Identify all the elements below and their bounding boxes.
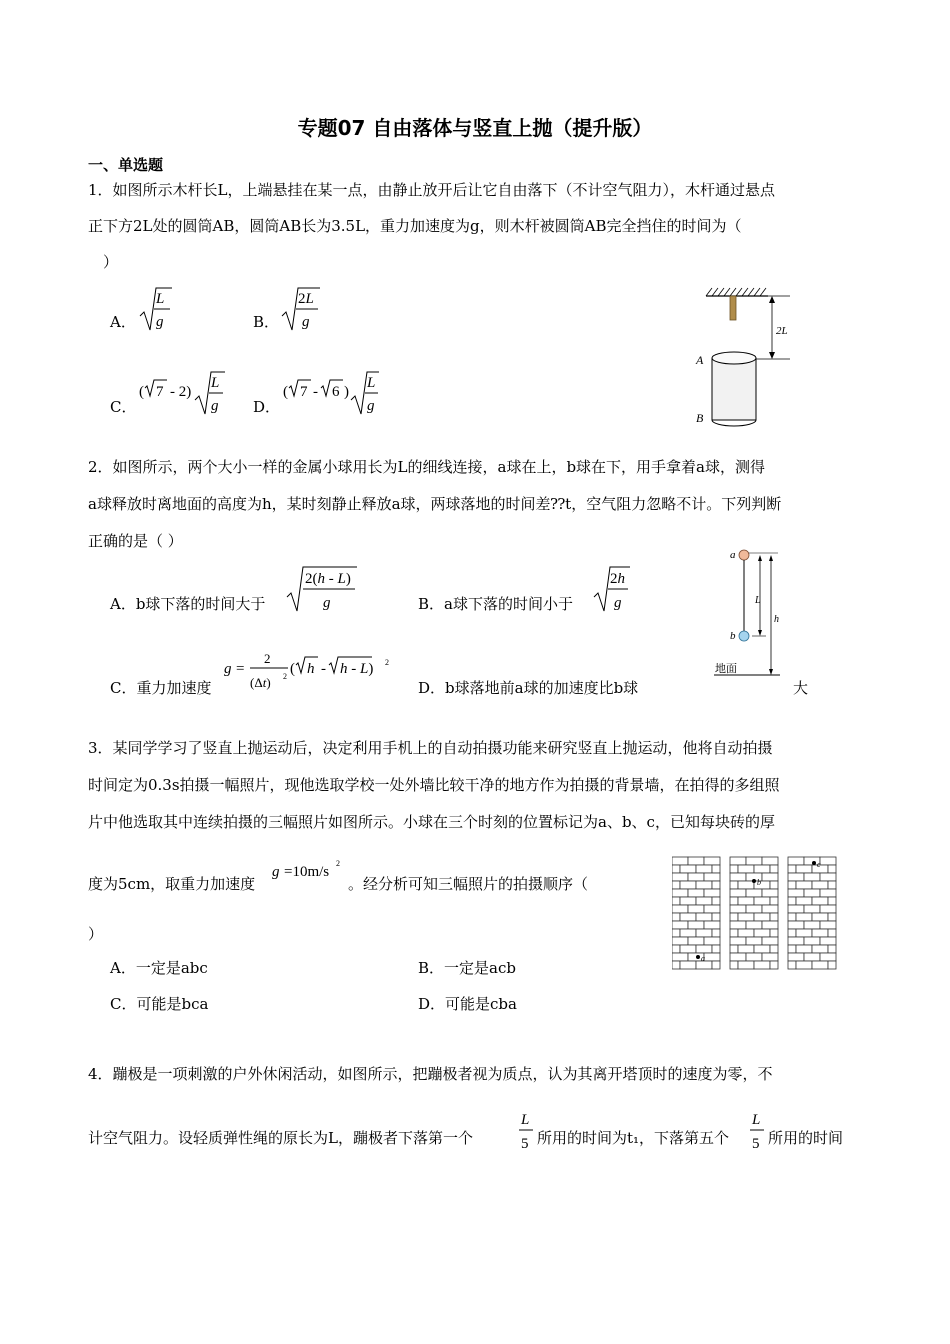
svg-text:L: L bbox=[521, 1112, 530, 1128]
brick bbox=[820, 889, 836, 897]
svg-text:2: 2 bbox=[283, 672, 287, 681]
brick bbox=[754, 897, 770, 905]
q3-option-c[interactable]: C．可能是bca bbox=[110, 995, 209, 1013]
brick bbox=[730, 929, 738, 937]
brick-wall bbox=[730, 857, 778, 969]
brick bbox=[672, 857, 688, 865]
brick bbox=[730, 857, 746, 865]
q3-option-b[interactable]: B．一定是acb bbox=[418, 959, 516, 977]
brick bbox=[804, 889, 820, 897]
q2-figure bbox=[712, 545, 792, 680]
q1-figure-B-label: B bbox=[696, 411, 704, 425]
brick bbox=[762, 873, 778, 881]
q2-line1: 2．如图所示，两个大小一样的金属小球用长为L的细线连接，a球在上，b球在下，用手拿着a球，测得 bbox=[88, 458, 765, 476]
brick bbox=[796, 913, 812, 921]
svg-text:g: g bbox=[156, 314, 164, 330]
svg-text:-: - bbox=[313, 384, 318, 400]
brick bbox=[796, 929, 812, 937]
brick bbox=[704, 857, 720, 865]
q3-gravity-formula bbox=[270, 856, 350, 884]
q1-option-c[interactable]: C． bbox=[110, 398, 137, 416]
brick bbox=[672, 897, 680, 905]
q1-line3: ） bbox=[103, 253, 119, 271]
brick bbox=[746, 905, 762, 913]
svg-text:L: L bbox=[211, 375, 220, 391]
brick bbox=[672, 945, 680, 953]
brick bbox=[828, 865, 836, 873]
q4-line2a: 计空气阻力。设轻质弹性绳的原长为L，蹦极者下落第一个 bbox=[88, 1129, 473, 1147]
brick bbox=[770, 881, 778, 889]
q3-figure-c-label: c bbox=[817, 860, 821, 869]
brick bbox=[696, 913, 712, 921]
q1-figure-A-label: A bbox=[696, 353, 704, 367]
brick bbox=[738, 881, 754, 889]
brick bbox=[796, 881, 812, 889]
brick bbox=[672, 921, 688, 929]
brick bbox=[672, 889, 688, 897]
brick bbox=[762, 953, 778, 961]
q1-option-d-formula bbox=[281, 370, 381, 418]
page-title: 专题07 自由落体与竖直上抛（提升版） bbox=[297, 116, 653, 140]
brick bbox=[696, 881, 712, 889]
q1-option-d[interactable]: D． bbox=[253, 398, 281, 416]
brick bbox=[730, 921, 746, 929]
brick bbox=[730, 897, 738, 905]
q1-option-a[interactable]: A． bbox=[110, 313, 136, 331]
section-heading: 一、单选题 bbox=[88, 156, 164, 174]
brick bbox=[704, 889, 720, 897]
brick bbox=[696, 865, 712, 873]
brick bbox=[704, 905, 720, 913]
q3-option-a[interactable]: A．一定是abc bbox=[110, 959, 208, 977]
q3-line1: 3．某同学学习了竖直上抛运动后，决定利用手机上的自动拍摄功能来研究竖直上抛运动，他将自动拍摄 bbox=[88, 739, 773, 757]
brick bbox=[688, 889, 704, 897]
brick bbox=[820, 905, 836, 913]
brick bbox=[828, 961, 836, 969]
brick bbox=[672, 913, 680, 921]
svg-text:2: 2 bbox=[264, 651, 271, 666]
q3-line5: ） bbox=[88, 925, 104, 943]
brick bbox=[730, 873, 746, 881]
q1-figure-2L-label: 2L bbox=[776, 325, 788, 337]
brick bbox=[730, 961, 738, 969]
svg-text:h: h bbox=[307, 661, 315, 677]
brick bbox=[680, 961, 696, 969]
q3-line3: 片中他选取其中连续拍摄的三幅照片如图所示。小球在三个时刻的位置标记为a、b、c，已知每块砖的厚 bbox=[88, 813, 775, 831]
brick-wall bbox=[788, 857, 836, 969]
brick bbox=[730, 881, 738, 889]
brick bbox=[712, 913, 720, 921]
svg-text:g: g bbox=[323, 595, 331, 611]
brick bbox=[754, 929, 770, 937]
brick bbox=[704, 953, 720, 961]
brick bbox=[770, 913, 778, 921]
brick bbox=[712, 865, 720, 873]
brick bbox=[828, 881, 836, 889]
brick bbox=[680, 913, 696, 921]
brick bbox=[672, 865, 680, 873]
svg-text:=10m/s: =10m/s bbox=[284, 864, 330, 880]
brick bbox=[812, 881, 828, 889]
brick bbox=[712, 945, 720, 953]
brick bbox=[788, 921, 804, 929]
q2-option-c[interactable]: C．重力加速度 bbox=[110, 679, 212, 697]
svg-text:h - L): h - L) bbox=[340, 661, 374, 677]
brick bbox=[688, 905, 704, 913]
svg-text:2(h - L): 2(h - L) bbox=[305, 571, 351, 587]
brick bbox=[788, 857, 804, 865]
svg-text:): ) bbox=[344, 384, 349, 400]
brick bbox=[704, 873, 720, 881]
brick bbox=[828, 945, 836, 953]
brick bbox=[788, 873, 804, 881]
svg-text:(: ( bbox=[139, 384, 144, 400]
brick bbox=[688, 921, 704, 929]
svg-text:-: - bbox=[321, 661, 326, 677]
svg-text:L: L bbox=[156, 291, 165, 307]
brick bbox=[770, 961, 778, 969]
brick bbox=[688, 857, 704, 865]
ball-dot bbox=[752, 879, 756, 883]
q2-option-d-tail: 大 bbox=[793, 679, 809, 697]
brick bbox=[754, 961, 770, 969]
brick bbox=[812, 913, 828, 921]
brick bbox=[704, 921, 720, 929]
brick bbox=[672, 953, 688, 961]
brick bbox=[688, 873, 704, 881]
q3-line4a: 度为5cm，取重力加速度 bbox=[88, 875, 256, 893]
q3-option-d[interactable]: D．可能是cba bbox=[418, 995, 517, 1013]
svg-text:7: 7 bbox=[156, 384, 164, 400]
q1-option-b-formula bbox=[280, 286, 322, 334]
svg-text:2: 2 bbox=[336, 859, 340, 868]
brick bbox=[804, 953, 820, 961]
q1-option-b[interactable]: B． bbox=[253, 313, 280, 331]
brick bbox=[704, 937, 720, 945]
svg-text:g: g bbox=[614, 595, 622, 611]
brick bbox=[788, 945, 796, 953]
brick bbox=[680, 881, 696, 889]
q1-line2: 正下方2L处的圆筒AB，圆筒AB长为3.5L，重力加速度为g，则木杆被圆筒AB完全挡住的时间为（ bbox=[88, 217, 742, 235]
brick bbox=[672, 929, 680, 937]
brick bbox=[796, 961, 812, 969]
q4-line2b: 所用的时间为t₁，下落第五个 bbox=[537, 1129, 730, 1147]
q3-figure-a-label: a bbox=[701, 954, 705, 963]
brick bbox=[788, 881, 796, 889]
brick bbox=[730, 905, 746, 913]
brick bbox=[730, 945, 738, 953]
brick bbox=[746, 857, 762, 865]
brick bbox=[812, 929, 828, 937]
brick bbox=[754, 865, 770, 873]
brick bbox=[788, 905, 804, 913]
brick bbox=[746, 937, 762, 945]
brick bbox=[738, 929, 754, 937]
brick bbox=[672, 905, 688, 913]
brick bbox=[820, 857, 836, 865]
brick bbox=[762, 937, 778, 945]
brick bbox=[746, 921, 762, 929]
brick bbox=[730, 889, 746, 897]
brick bbox=[738, 945, 754, 953]
q4-fraction-1 bbox=[517, 1108, 535, 1154]
ball-dot bbox=[696, 955, 700, 959]
brick bbox=[796, 865, 812, 873]
svg-text:6: 6 bbox=[332, 384, 340, 400]
brick bbox=[788, 929, 796, 937]
brick bbox=[696, 897, 712, 905]
brick bbox=[828, 897, 836, 905]
brick bbox=[730, 937, 746, 945]
brick bbox=[730, 865, 738, 873]
brick bbox=[762, 921, 778, 929]
brick bbox=[712, 961, 720, 969]
svg-text:g: g bbox=[272, 864, 280, 880]
q4-line1: 4．蹦极是一项刺激的户外休闲活动，如图所示，把蹦极者视为质点，认为其离开塔顶时的速度为零，不 bbox=[88, 1065, 773, 1083]
svg-text:7: 7 bbox=[300, 384, 308, 400]
brick bbox=[796, 945, 812, 953]
brick bbox=[788, 953, 804, 961]
brick bbox=[762, 905, 778, 913]
svg-text:5: 5 bbox=[521, 1136, 529, 1152]
q2-option-a[interactable]: A．b球下落的时间大于 bbox=[110, 595, 266, 613]
brick bbox=[738, 865, 754, 873]
svg-text:=: = bbox=[236, 661, 245, 677]
svg-text:g: g bbox=[367, 398, 375, 414]
svg-text:g: g bbox=[224, 661, 232, 677]
brick bbox=[828, 929, 836, 937]
brick bbox=[746, 889, 762, 897]
q2-option-b[interactable]: B．a球下落的时间小于 bbox=[418, 595, 573, 613]
brick bbox=[804, 937, 820, 945]
brick bbox=[672, 961, 680, 969]
q2-line3: 正确的是（ ） bbox=[88, 532, 183, 550]
brick bbox=[712, 881, 720, 889]
brick bbox=[738, 913, 754, 921]
brick bbox=[770, 865, 778, 873]
brick bbox=[820, 953, 836, 961]
brick bbox=[804, 921, 820, 929]
svg-text:(: ( bbox=[290, 661, 295, 677]
brick bbox=[788, 865, 796, 873]
svg-text:2h: 2h bbox=[610, 571, 625, 587]
brick bbox=[680, 897, 696, 905]
svg-text:2: 2 bbox=[385, 658, 389, 667]
brick bbox=[754, 913, 770, 921]
brick bbox=[770, 945, 778, 953]
q2-figure-h-label: h bbox=[774, 614, 779, 625]
q2-figure-ground-label: 地面 bbox=[715, 663, 737, 675]
svg-text:g: g bbox=[211, 398, 219, 414]
q4-line2c: 所用的时间 bbox=[768, 1129, 844, 1147]
brick bbox=[770, 897, 778, 905]
brick bbox=[788, 937, 804, 945]
brick bbox=[712, 929, 720, 937]
q1-figure bbox=[690, 282, 800, 432]
q2-option-a-formula bbox=[285, 565, 360, 615]
q1-option-a-formula bbox=[138, 286, 174, 334]
brick bbox=[796, 897, 812, 905]
svg-text:(Δt): (Δt) bbox=[250, 675, 271, 690]
brick bbox=[820, 937, 836, 945]
brick bbox=[696, 945, 712, 953]
brick bbox=[812, 897, 828, 905]
brick-wall bbox=[672, 857, 720, 969]
q2-figure-b-label: b bbox=[730, 630, 736, 642]
q1-option-c-formula bbox=[137, 370, 227, 418]
brick bbox=[672, 873, 688, 881]
svg-text:(: ( bbox=[283, 384, 288, 400]
svg-text:g: g bbox=[302, 314, 310, 330]
brick bbox=[788, 913, 796, 921]
q2-option-d[interactable]: D．b球落地前a球的加速度比b球 bbox=[418, 679, 639, 697]
svg-text:- 2): - 2) bbox=[170, 384, 192, 400]
q3-line2: 时间定为0.3s拍摄一幅照片，现他选取学校一处外墙比较干净的地方作为拍摄的背景墙，在拍得的多组照 bbox=[88, 776, 780, 794]
brick bbox=[754, 945, 770, 953]
brick bbox=[820, 873, 836, 881]
brick bbox=[680, 929, 696, 937]
brick bbox=[770, 929, 778, 937]
brick bbox=[762, 889, 778, 897]
svg-text:L: L bbox=[752, 1112, 761, 1128]
q2-line2: a球释放时离地面的高度为h，某时刻静止释放a球，两球落地的时间差⁇t，空气阻力忽略不计。下列判断 bbox=[88, 495, 782, 513]
brick bbox=[804, 905, 820, 913]
brick bbox=[730, 953, 746, 961]
brick bbox=[680, 865, 696, 873]
svg-text:L: L bbox=[367, 375, 376, 391]
q1-line1: 1．如图所示木杆长L，上端悬挂在某一点，由静止放开后让它自由落下（不计空气阻力），木杆通过悬点 bbox=[88, 181, 776, 199]
brick bbox=[688, 937, 704, 945]
brick bbox=[828, 913, 836, 921]
q3-figure bbox=[672, 855, 840, 971]
brick bbox=[730, 913, 738, 921]
brick bbox=[788, 961, 796, 969]
brick bbox=[712, 897, 720, 905]
brick bbox=[680, 945, 696, 953]
brick bbox=[788, 889, 804, 897]
q3-figure-b-label: b bbox=[757, 878, 761, 887]
q2-figure-L-label: L bbox=[755, 595, 761, 606]
brick bbox=[762, 857, 778, 865]
brick bbox=[738, 961, 754, 969]
svg-text:5: 5 bbox=[752, 1136, 760, 1152]
brick bbox=[738, 897, 754, 905]
ball-dot bbox=[812, 861, 816, 865]
q2-option-b-formula bbox=[592, 565, 632, 615]
brick bbox=[820, 921, 836, 929]
q4-fraction-2 bbox=[748, 1108, 766, 1154]
brick bbox=[672, 937, 688, 945]
q3-line4b: 。经分析可知三幅照片的拍摄顺序（ bbox=[348, 875, 589, 893]
brick bbox=[672, 881, 680, 889]
brick bbox=[812, 961, 828, 969]
q2-figure-a-label: a bbox=[730, 549, 736, 561]
brick bbox=[696, 929, 712, 937]
brick bbox=[812, 945, 828, 953]
brick bbox=[788, 897, 796, 905]
svg-text:2L: 2L bbox=[298, 291, 314, 307]
brick bbox=[804, 873, 820, 881]
q2-option-c-formula bbox=[222, 647, 397, 697]
brick bbox=[746, 953, 762, 961]
